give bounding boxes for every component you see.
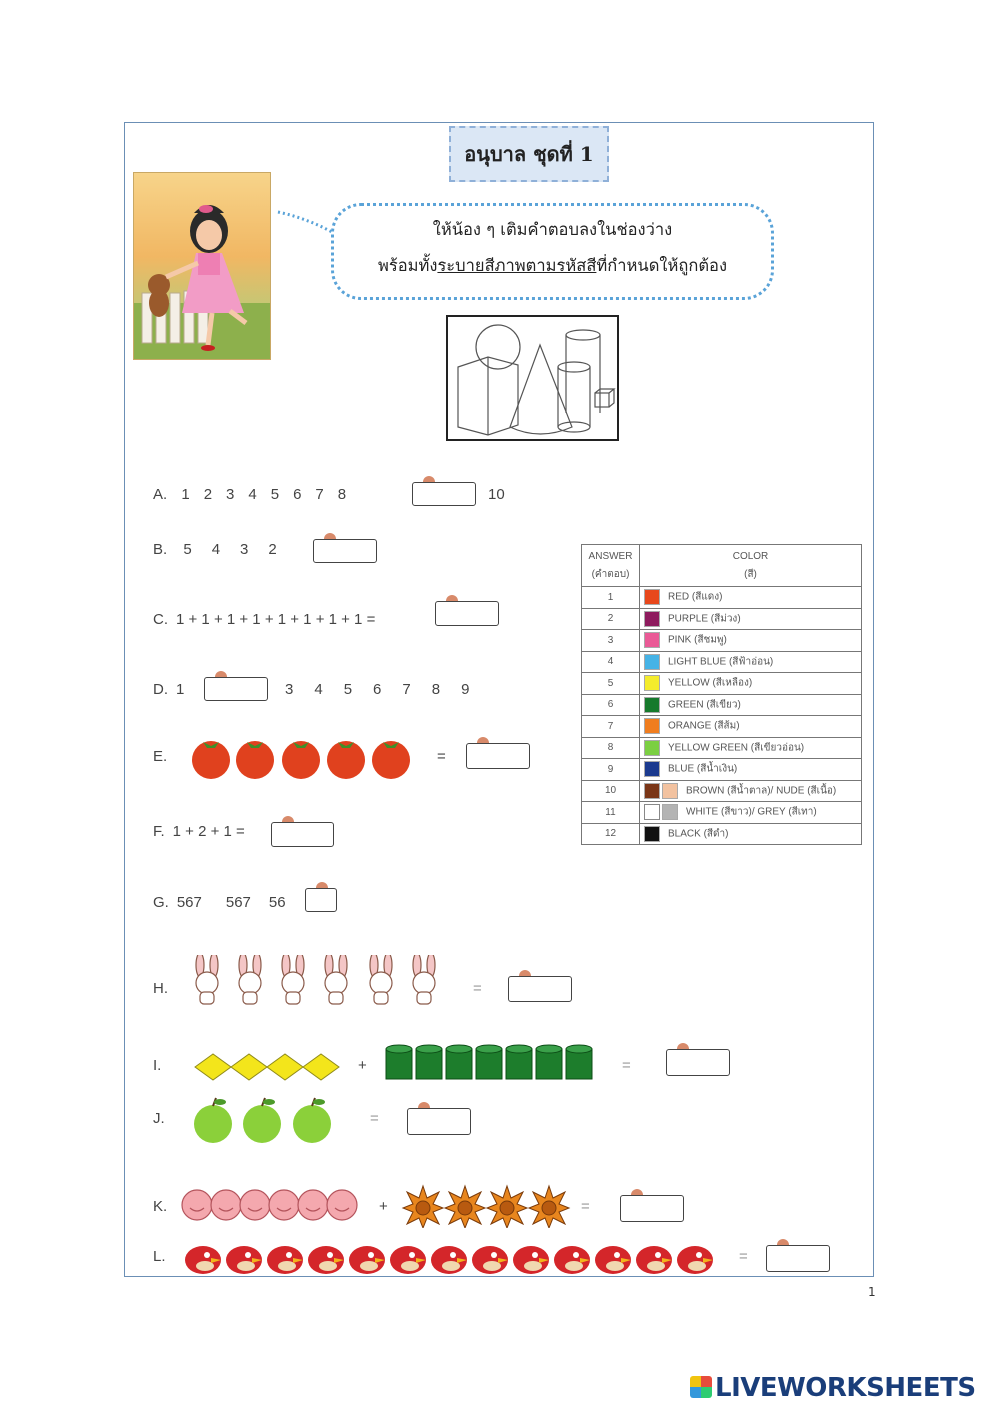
color-row — [582, 759, 862, 781]
plus-sign: + — [358, 1057, 367, 1074]
instruction-bubble — [331, 203, 774, 300]
color-name: BLACK (สีดำ) — [668, 828, 729, 840]
color-number: 6 — [582, 694, 640, 716]
sequence-number: 9 — [461, 681, 470, 698]
equals-sign: = — [739, 1248, 748, 1265]
color-row — [582, 673, 862, 695]
sequence-number: 4 — [248, 486, 257, 503]
answer-box-c[interactable] — [435, 601, 499, 626]
equals-sign: = — [437, 748, 446, 765]
math-expression: 1 + 2 + 1 = — [172, 823, 245, 840]
color-name: YELLOW (สีเหลือง) — [668, 677, 753, 689]
color-number: 3 — [582, 630, 640, 652]
diamond-icon — [267, 1054, 303, 1080]
rabbit-row — [190, 955, 450, 1009]
color-number: 12 — [582, 823, 640, 845]
cylinder-icon — [476, 1045, 502, 1079]
angry-bird-icon — [267, 1246, 303, 1274]
angry-bird-icon — [349, 1246, 385, 1274]
diamond-icon — [303, 1054, 339, 1080]
tomato-icon — [282, 741, 320, 779]
plus-sign: + — [379, 1198, 388, 1215]
answer-box-a[interactable] — [412, 482, 476, 506]
smiley-row — [180, 1188, 360, 1224]
color-name: ORANGE (สีส้ม) — [668, 720, 740, 732]
sequence-number: 7 — [315, 486, 324, 503]
sun-icon — [487, 1186, 527, 1228]
question-label-h: H. — [153, 980, 168, 997]
color-number: 9 — [582, 759, 640, 781]
cylinder-icon — [446, 1045, 472, 1079]
sequence-number: 56 — [268, 894, 286, 911]
angry-bird-icon — [185, 1246, 221, 1274]
color-name: BLUE (สีน้ำเงิน) — [668, 763, 738, 775]
equals-sign: = — [581, 1198, 590, 1215]
question-label: C. — [153, 611, 168, 628]
color-name: RED (สีแดง) — [668, 591, 723, 603]
color-number: 8 — [582, 737, 640, 759]
cylinder-icon — [386, 1045, 412, 1079]
question-f — [153, 823, 245, 840]
color-swatch — [644, 654, 660, 670]
color-name: PURPLE (สีม่วง) — [668, 613, 741, 625]
smiley-icon — [298, 1190, 328, 1220]
sequence-number: 4 — [211, 541, 221, 558]
sequence-number: 6 — [373, 681, 382, 698]
equals-sign: = — [370, 1110, 379, 1127]
answer-box-l[interactable] — [766, 1245, 830, 1272]
color-number: 5 — [582, 673, 640, 695]
angry-bird-icon — [677, 1246, 713, 1274]
angry-bird-icon — [390, 1246, 426, 1274]
color-name: GREEN (สีเขียว) — [668, 699, 741, 711]
question-label-k: K. — [153, 1198, 168, 1215]
answer-header-th: (คำตอบ) — [591, 568, 630, 580]
color-header-en: COLOR — [732, 550, 769, 562]
question-label: B. — [153, 541, 168, 558]
sequence-number: 3 — [226, 486, 235, 503]
color-row — [582, 716, 862, 738]
rabbit-icon — [370, 955, 392, 1004]
question-d — [153, 681, 184, 698]
instruction-line-2-start: พร้อมทั้ง — [377, 256, 438, 275]
diamond-row — [194, 1052, 344, 1082]
tomato-icon — [236, 741, 274, 779]
equals-sign: = — [473, 980, 482, 997]
tomato-icon — [327, 741, 365, 779]
watermark-text: LIVEWORKSHEETS — [715, 1373, 976, 1403]
girl-illustration — [133, 172, 271, 360]
color-name: PINK (สีชมพู) — [668, 634, 727, 646]
question-label: G. — [153, 894, 169, 911]
question-d-rest — [285, 681, 483, 698]
question-label: D. — [153, 681, 168, 698]
cylinder-icon — [416, 1045, 442, 1079]
smiley-icon — [269, 1190, 299, 1220]
answer-box-h[interactable] — [508, 976, 572, 1002]
color-swatch — [644, 804, 660, 820]
color-swatch — [644, 783, 660, 799]
cylinder-row — [384, 1044, 594, 1084]
geometric-shapes-picture — [446, 315, 619, 441]
color-swatch — [662, 804, 678, 820]
sequence-number: 4 — [314, 681, 323, 698]
cylinder-icon — [506, 1045, 532, 1079]
answer-box-b[interactable] — [313, 539, 377, 563]
sequence-number: 3 — [285, 681, 294, 698]
smiley-icon — [327, 1190, 357, 1220]
sequence-number: 567 — [225, 894, 251, 911]
question-label-i: I. — [153, 1057, 162, 1074]
instruction-underlined: ระบายสีภาพตามรหัสสี — [437, 256, 597, 275]
answer-box-k[interactable] — [620, 1195, 684, 1222]
color-key-header — [582, 545, 862, 587]
smiley-icon — [211, 1190, 241, 1220]
color-swatch — [644, 826, 660, 842]
question-c — [153, 611, 375, 628]
color-number: 11 — [582, 802, 640, 824]
apple-icon — [243, 1098, 281, 1143]
cylinder-icon — [536, 1045, 562, 1079]
answer-box-i[interactable] — [666, 1049, 730, 1076]
answer-header — [582, 545, 640, 587]
sequence-number: 2 — [268, 541, 277, 558]
question-label-j: J. — [153, 1110, 165, 1127]
sequence-number: 567 — [176, 894, 202, 911]
question-b — [153, 541, 291, 558]
tomato-icon — [372, 741, 410, 779]
color-header-th: (สี) — [744, 568, 757, 580]
tomato-icon — [192, 741, 230, 779]
color-name: BROWN (สีน้ำตาล)/ NUDE (สีเนื้อ) — [686, 785, 837, 797]
bubble-tail — [276, 208, 336, 238]
instruction-line-2 — [334, 248, 771, 284]
color-number: 4 — [582, 651, 640, 673]
color-swatch — [644, 718, 660, 734]
apple-row — [192, 1096, 337, 1146]
color-row — [582, 780, 862, 802]
diamond-icon — [195, 1054, 231, 1080]
color-header — [640, 545, 862, 587]
angry-bird-row — [183, 1240, 728, 1276]
color-name: YELLOW GREEN (สีเขียวอ่อน) — [668, 742, 805, 754]
color-row — [582, 694, 862, 716]
angry-bird-icon — [636, 1246, 672, 1274]
color-number: 2 — [582, 608, 640, 630]
tomato-row — [189, 736, 414, 780]
page-number: 1 — [868, 1285, 876, 1299]
sun-icon — [403, 1186, 443, 1228]
color-row — [582, 587, 862, 609]
answer-box-f[interactable] — [271, 822, 334, 847]
color-row — [582, 608, 862, 630]
rabbit-icon — [239, 955, 261, 1004]
smiley-icon — [240, 1190, 270, 1220]
angry-bird-icon — [431, 1246, 467, 1274]
sequence-number: 1 — [176, 681, 185, 698]
question-label: F. — [153, 823, 165, 840]
color-row — [582, 802, 862, 824]
rabbit-icon — [413, 955, 435, 1004]
color-swatch — [644, 761, 660, 777]
color-swatch — [644, 740, 660, 756]
angry-bird-icon — [554, 1246, 590, 1274]
sequence-number: 5 — [270, 486, 280, 503]
angry-bird-icon — [226, 1246, 262, 1274]
sequence-number: 5 — [183, 541, 192, 558]
question-g — [153, 894, 286, 911]
diamond-icon — [231, 1054, 267, 1080]
angry-bird-icon — [595, 1246, 631, 1274]
color-swatch — [644, 589, 660, 605]
sun-row — [401, 1184, 571, 1228]
sequence-number: 7 — [402, 681, 411, 698]
cylinder-icon — [566, 1045, 592, 1079]
answer-box-g[interactable] — [305, 888, 337, 912]
sequence-number: 5 — [343, 681, 353, 698]
angry-bird-icon — [513, 1246, 549, 1274]
sequence-number: 1 — [181, 486, 190, 503]
color-swatch — [662, 783, 678, 799]
smiley-icon — [182, 1190, 212, 1220]
sun-icon — [445, 1186, 485, 1228]
rabbit-icon — [196, 955, 218, 1004]
answer-box-j[interactable] — [407, 1108, 471, 1135]
color-swatch — [644, 697, 660, 713]
color-number: 1 — [582, 587, 640, 609]
color-row — [582, 823, 862, 845]
question-label-l: L. — [153, 1248, 166, 1265]
math-expression: 1 + 1 + 1 + 1 + 1 + 1 + 1 + 1 = — [176, 611, 376, 628]
answer-header-en: ANSWER — [588, 550, 633, 562]
answer-box-d[interactable] — [204, 677, 268, 701]
question-a — [153, 486, 360, 503]
question-label: A. — [153, 486, 168, 503]
color-row — [582, 630, 862, 652]
sequence-number: 2 — [203, 486, 213, 503]
page-title: อนุบาล ชุดที่ 1 — [449, 126, 609, 182]
color-swatch — [644, 611, 660, 627]
angry-bird-icon — [472, 1246, 508, 1274]
rabbit-icon — [282, 955, 304, 1004]
sun-icon — [529, 1186, 569, 1228]
liveworksheets-logo-icon — [690, 1376, 712, 1398]
color-name: LIGHT BLUE (สีฟ้าอ่อน) — [668, 656, 774, 668]
sequence-number: 8 — [431, 681, 441, 698]
color-key-table — [581, 544, 862, 845]
question-label-e: E. — [153, 748, 168, 765]
apple-icon — [194, 1098, 232, 1143]
color-number: 7 — [582, 716, 640, 738]
color-row — [582, 651, 862, 673]
sequence-number: 10 — [488, 486, 505, 503]
sequence-number: 6 — [293, 486, 302, 503]
color-row — [582, 737, 862, 759]
liveworksheets-watermark — [690, 1373, 976, 1403]
instruction-line-1: ให้น้อง ๆ เติมคำตอบลงในช่องว่าง — [432, 220, 673, 239]
answer-box-e[interactable] — [466, 743, 530, 769]
sequence-number: 8 — [337, 486, 347, 503]
color-swatch — [644, 675, 660, 691]
sequence-number: 3 — [240, 541, 249, 558]
angry-bird-icon — [308, 1246, 344, 1274]
equals-sign: = — [622, 1057, 631, 1074]
rabbit-icon — [325, 955, 347, 1004]
apple-icon — [293, 1098, 331, 1143]
color-swatch — [644, 632, 660, 648]
color-number: 10 — [582, 780, 640, 802]
instruction-line-2-end: ที่กำหนดให้ถูกต้อง — [596, 256, 728, 275]
color-name: WHITE (สีขาว)/ GREY (สีเทา) — [686, 806, 817, 818]
